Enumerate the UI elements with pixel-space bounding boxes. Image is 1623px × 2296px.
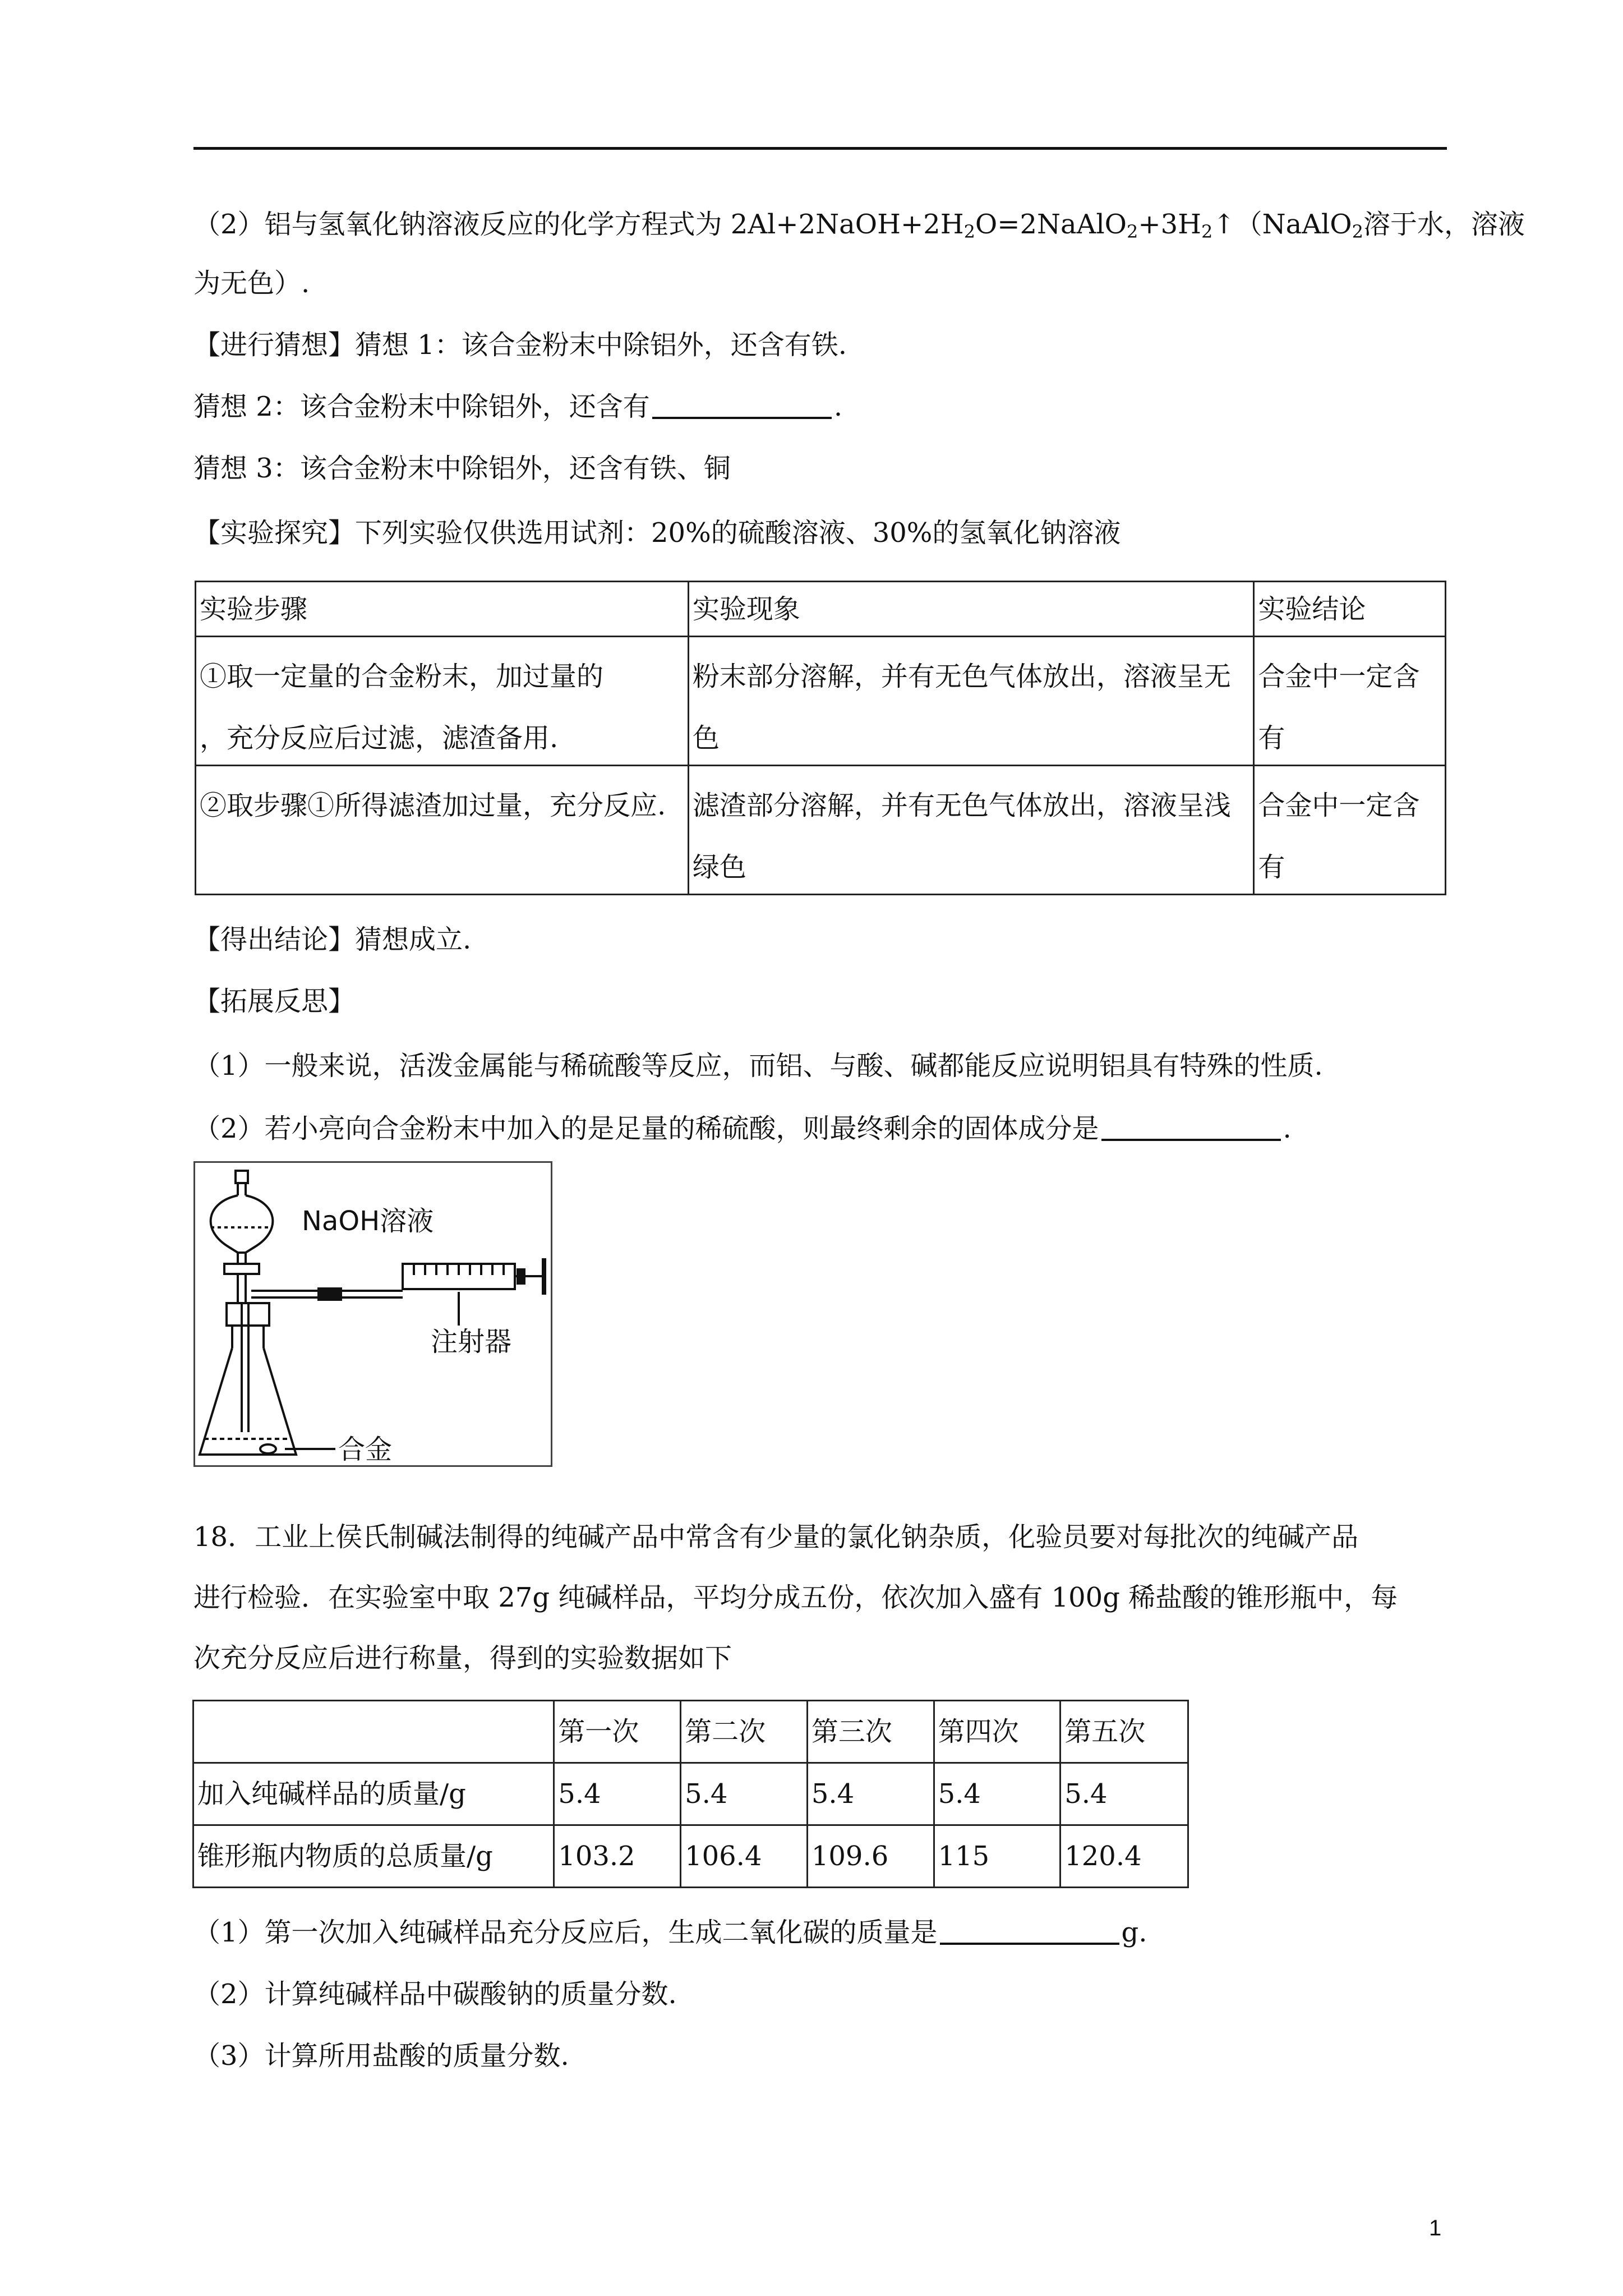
header-cell: 第三次: [807, 1701, 934, 1763]
answer-blank-residue[interactable]: [1101, 1112, 1281, 1141]
table-cell: 5.4: [1061, 1763, 1188, 1825]
question-18-line-1: 18．工业上侯氏制碱法制得的纯碱产品中常含有少量的氯化钠杂质，化验员要对每批次的纯碱产品: [193, 1521, 1359, 1553]
table-cell: 5.4: [934, 1763, 1061, 1825]
header-conclusion: 实验结论: [1254, 582, 1446, 637]
label-naoh: NaOH溶液: [302, 1205, 434, 1237]
guess-3: 猜想 3：该合金粉末中除铝外，还含有铁、铜: [193, 453, 731, 484]
table-row: [193, 1763, 1188, 1825]
label-syringe: 注射器: [431, 1326, 512, 1358]
header-cell: 第一次: [554, 1701, 681, 1763]
sub-question-1: （1）第一次加入纯碱样品充分反应后，生成二氧化碳的质量是 g.: [193, 1917, 1147, 1948]
reflection-1: （1）一般来说，活泼金属能与稀硫酸等反应，而铝、与酸、碱都能反应说明铝具有特殊的性质.: [193, 1050, 1323, 1082]
answer-blank-guess2[interactable]: [652, 390, 832, 419]
data-table: [192, 1700, 1189, 1888]
header-rule: [193, 147, 1447, 150]
observation-cell: 粉末部分溶解，并有无色气体放出，溶液呈无 色: [688, 637, 1254, 766]
reflection-2: （2）若小亮向合金粉末中加入的是足量的稀硫酸，则最终剩余的固体成分是 .: [193, 1113, 1292, 1144]
header-observation: 实验现象: [688, 582, 1254, 637]
conclusion-line: 【得出结论】猜想成立.: [193, 924, 472, 955]
reflection-title: 【拓展反思】: [193, 986, 356, 1017]
header-step: 实验步骤: [196, 582, 689, 637]
syringe: [403, 1258, 546, 1326]
table-header-row: [193, 1701, 1188, 1763]
conical-flask: [200, 1303, 335, 1455]
table-cell: 109.6: [807, 1825, 934, 1888]
row-label: 加入纯碱样品的质量/g: [193, 1763, 554, 1825]
header-cell: 第四次: [934, 1701, 1061, 1763]
guess-2: 猜想 2：该合金粉末中除铝外，还含有 .: [193, 391, 843, 422]
connecting-tube: [251, 1289, 403, 1300]
step-cell: ②取步骤①所得滤渣加过量，充分反应.: [196, 766, 689, 895]
observation-cell: 滤渣部分溶解，并有无色气体放出，溶液呈浅 绿色: [688, 766, 1254, 895]
reaction-note-line: 为无色）.: [193, 268, 310, 299]
header-cell: 第五次: [1061, 1701, 1188, 1763]
table-row: [196, 637, 1446, 766]
question-18-line-3: 次充分反应后进行称量，得到的实验数据如下: [193, 1642, 732, 1674]
apparatus-figure: [193, 1161, 552, 1467]
page-number: 1: [1429, 2216, 1442, 2240]
table-cell: 115: [934, 1825, 1061, 1888]
row-label: 锥形瓶内物质的总质量/g: [193, 1825, 554, 1888]
table-row: [193, 1825, 1188, 1888]
experiment-intro: 【实验探究】下列实验仅供选用试剂：20%的硫酸溶液、30%的氢氧化钠溶液: [193, 517, 1121, 549]
table-cell: 5.4: [681, 1763, 808, 1825]
table-cell: 103.2: [554, 1825, 681, 1888]
apparatus-diagram: [195, 1163, 551, 1465]
sub-question-2: （2）计算纯碱样品中碳酸钠的质量分数.: [193, 1978, 677, 2010]
table-cell: 106.4: [681, 1825, 808, 1888]
table-cell: 5.4: [554, 1763, 681, 1825]
separatory-funnel: [211, 1171, 273, 1303]
step-cell: ①取一定量的合金粉末，加过量的 ，充分反应后过滤，滤渣备用.: [196, 637, 689, 766]
reaction-equation-line: （2）铝与氢氧化钠溶液反应的化学方程式为 $2Al+2NaOH+2H_2O=2NaAlO_2+3H_2↑(NaAlO_2$溶于水，溶液: [193, 209, 1525, 242]
label-alloy: 合金: [338, 1434, 393, 1465]
conclusion-cell: 合金中一定含 有: [1254, 766, 1446, 895]
table-header-row: [196, 582, 1446, 637]
question-18-line-2: 进行检验．在实验室中取 27g 纯碱样品，平均分成五份，依次加入盛有 100g 稀盐酸的锥形瓶中，每: [193, 1582, 1398, 1613]
header-cell: [193, 1701, 554, 1763]
guess-1: 【进行猜想】猜想 1：该合金粉末中除铝外，还含有铁.: [193, 329, 847, 361]
experiment-table: [195, 581, 1446, 895]
conclusion-cell: 合金中一定含 有: [1254, 637, 1446, 766]
header-cell: 第二次: [681, 1701, 808, 1763]
table-row: [196, 766, 1446, 895]
answer-blank-co2-mass[interactable]: [940, 1916, 1119, 1945]
table-cell: 5.4: [807, 1763, 934, 1825]
table-cell: 120.4: [1061, 1825, 1188, 1888]
sub-question-3: （3）计算所用盐酸的质量分数.: [193, 2040, 569, 2072]
